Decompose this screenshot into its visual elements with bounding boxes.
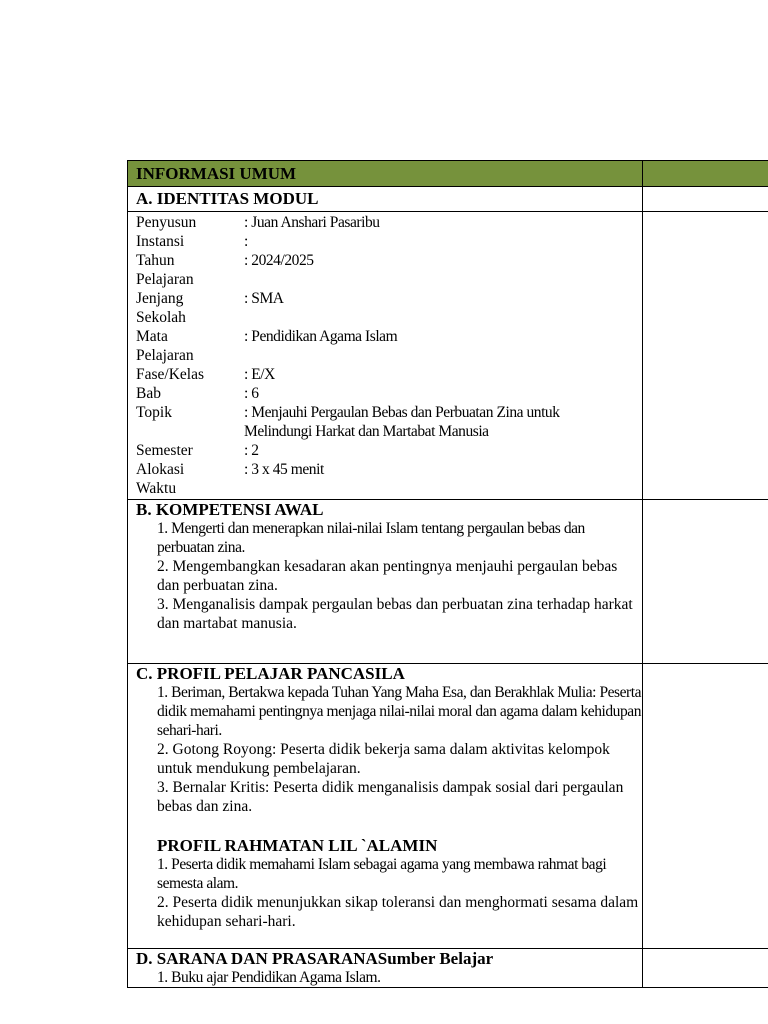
kompetensi-item-1: 1. Mengerti dan menerapkan nilai-nilai Islam tentang pergaulan bebas dan perbuatan zina. <box>157 520 585 556</box>
sarana-side-cell <box>643 949 768 988</box>
rahmatan-item-1: 1. Peserta didik memahami Islam sebagai agama yang membawa rahmat bagi semesta alam. <box>157 856 607 892</box>
label-mata-pelajaran: Mata Pelajaran <box>136 328 194 364</box>
identitas-title-cell <box>128 187 643 212</box>
label-penyusun: Penyusun <box>136 214 197 231</box>
identitas-title: A. IDENTITAS MODUL <box>136 189 319 208</box>
sarana-item-1: 1. Buku ajar Pendidikan Agama Islam. <box>157 969 381 986</box>
header-side-cell <box>643 161 768 187</box>
value-penyusun: : Juan Anshari Pasaribu <box>244 214 380 231</box>
spacer <box>157 816 642 836</box>
label-alokasi-waktu: Alokasi Waktu <box>136 461 185 497</box>
label-instansi: Instansi <box>136 233 185 250</box>
value-topik: : Menjauhi Pergaulan Bebas dan Perbuatan Zina untuk Melindungi Harkat dan Martabat Manusia <box>244 404 560 440</box>
header-cell <box>128 161 643 187</box>
rahmatan-title: PROFIL RAHMATAN LIL `ALAMIN <box>157 836 438 855</box>
sarana-row <box>128 949 768 988</box>
identitas-side-cell <box>643 212 768 500</box>
label-topik: Topik <box>136 404 172 421</box>
sarana-list <box>136 968 642 987</box>
kompetensi-title: B. KOMPETENSI AWAL <box>136 500 324 519</box>
profil-side-cell <box>643 664 768 949</box>
kompetensi-cell <box>128 500 643 664</box>
sarana-cell <box>128 949 643 988</box>
identitas-body-row <box>128 212 768 500</box>
identitas-grid <box>128 212 642 498</box>
profil-item-3: 3. Bernalar Kritis: Peserta didik menganalisis dampak sosial dari pergaulan bebas dan zina. <box>157 779 624 815</box>
kompetensi-list <box>136 519 642 633</box>
label-tahun-pelajaran: Tahun Pelajaran <box>136 252 194 288</box>
kompetensi-side-cell <box>643 500 768 664</box>
value-instansi: : <box>244 233 248 250</box>
kompetensi-item-2: 2. Mengembangkan kesadaran akan pentingnya menjauhi pergaulan bebas dan perbuatan zina. <box>157 558 618 594</box>
identitas-title-side-cell <box>643 187 768 212</box>
profil-item-2: 2. Gotong Royong: Peserta didik bekerja sama dalam aktivitas kelompok untuk mendukung pembelajaran. <box>157 741 610 777</box>
value-tahun-pelajaran: : 2024/2025 <box>244 252 314 269</box>
kompetensi-item-3: 3. Menganalisis dampak pergaulan bebas dan perbuatan zina terhadap harkat dan martabat manusia. <box>157 596 633 632</box>
value-alokasi-waktu: : 3 x 45 menit <box>244 461 324 478</box>
module-info-table <box>127 160 768 988</box>
rahmatan-item-2: 2. Peserta didik menunjukkan sikap toleransi dan menghormati sesama dalam kehidupan sehari-hari. <box>157 894 639 930</box>
header-row <box>128 161 768 187</box>
value-jenjang-sekolah: : SMA <box>244 290 284 307</box>
header-title: INFORMASI UMUM <box>136 164 297 183</box>
profil-cell <box>128 664 643 949</box>
sarana-content <box>128 950 642 987</box>
label-fase-kelas: Fase/Kelas <box>136 366 205 383</box>
profil-content <box>128 665 642 931</box>
value-bab: : 6 <box>244 385 259 402</box>
label-jenjang-sekolah: Jenjang Sekolah <box>136 290 186 326</box>
profil-item-1: 1. Beriman, Bertakwa kepada Tuhan Yang Maha Esa, dan Berakhlak Mulia: Peserta didik memahami pentingnya menjaga nilai-nilai moral dan agama dalam kehidupan sehari-hari. <box>157 684 642 739</box>
sarana-title: D. SARANA DAN PRASARANASumber Belajar <box>136 949 494 968</box>
profil-row <box>128 664 768 949</box>
identitas-body-cell <box>128 212 643 500</box>
label-bab: Bab <box>136 385 161 402</box>
kompetensi-row <box>128 500 768 664</box>
profil-list <box>136 683 642 931</box>
value-semester: : 2 <box>244 442 259 459</box>
identitas-title-row <box>128 187 768 212</box>
value-mata-pelajaran: : Pendidikan Agama Islam <box>244 328 398 345</box>
kompetensi-content <box>128 501 642 633</box>
value-fase-kelas: : E/X <box>244 366 275 383</box>
profil-title: C. PROFIL PELAJAR PANCASILA <box>136 664 405 683</box>
label-semester: Semester <box>136 442 193 459</box>
